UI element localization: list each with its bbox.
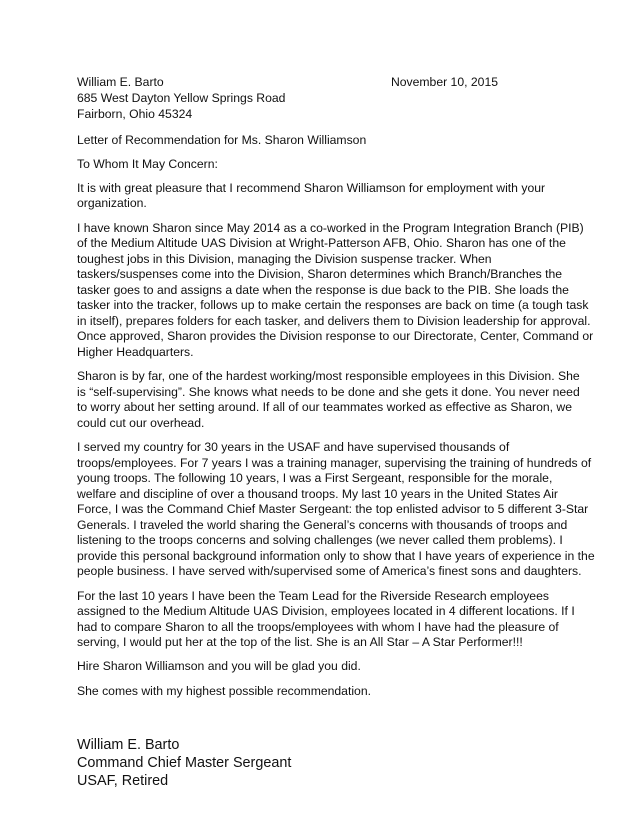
signature-name: William E. Barto [77,737,180,753]
body-line: to worry about her setting around. If all of our teammates worked as effective as Sharon, we [77,400,572,414]
body-line: Higher Headquarters. [77,345,194,359]
sender-street: 685 West Dayton Yellow Springs Road [77,91,286,105]
letter-subject: Letter of Recommendation for Ms. Sharon Williamson [77,133,367,147]
body-line: serving, I would put her at the top of the list. She is an All Star – A Star Performer!!! [77,635,523,649]
body-line: young troops. The following 10 years, I was a First Sergeant, responsible for the morale, [77,471,553,485]
body-line: Generals. I traveled the world sharing the General’s concerns with thousands of troops and [77,518,568,532]
sender-city: Fairborn, Ohio 45324 [77,107,193,121]
body-line: tasker into the tracker, follows up to make certain the responses are back on time (a tough task [77,298,589,312]
body-line: toughest jobs in this Division, managing the Division suspense tracker. When [77,252,492,266]
salutation: To Whom It May Concern: [77,157,218,171]
body-line: welfare and discipline of over a thousand troops. My last 10 years in the United States Air [77,487,558,501]
body-line: For the last 10 years I have been the Team Lead for the Riverside Research employees [77,589,549,603]
signature-org: USAF, Retired [77,773,169,789]
body-line: Sharon is by far, one of the hardest working/most responsible employees in this Division. She [77,369,580,383]
body-line: tasker goes to and assigns a date when the response is due back to the PIB. She loads the [77,283,569,297]
sender-name: William E. Barto [77,75,164,89]
body-line: is “self-supervising”. She knows what needs to be done and she gets it done. You never need [77,385,580,399]
body-line: taskers/suspenses come into the Division, Sharon determines which Branch/Branches the [77,267,563,281]
body-line: people business. I have served with/supervised some of America’s finest sons and daughters. [77,564,582,578]
body-line: had to compare Sharon to all the troops/employees with whom I have had the pleasure of [77,620,559,634]
body-line: listening to the troops concerns and solving challenges (we never called them problems). I [77,533,563,547]
body-line: Force, I was the Command Chief Master Sergeant: the top enlisted advisor to 5 different 3-Star [77,502,589,516]
body-line: assigned to the Medium Altitude UAS Division, employees located in 4 different locations. If I [77,604,575,618]
signature-title: Command Chief Master Sergeant [77,755,292,771]
body-line: Once approved, Sharon provides the Division response to our Directorate, Center, Command or [77,329,594,343]
body-line: of the Medium Altitude UAS Division at Wright-Patterson AFB, Ohio. Sharon has one of the [77,236,566,250]
body-line: organization. [77,196,147,210]
body-line: could cut our overhead. [77,416,205,430]
body-line: I served my country for 30 years in the USAF and have supervised thousands of [77,440,510,454]
body-line: It is with great pleasure that I recommend Sharon Williamson for employment with your [77,181,546,195]
body-line: She comes with my highest possible recommendation. [77,684,371,698]
body-line: I have known Sharon since May 2014 as a co-worked in the Program Integration Branch (PIB) [77,221,584,235]
body-line: Hire Sharon Williamson and you will be glad you did. [77,659,361,673]
body-line: in itself), prepares folders for each tasker, and delivers them to Division leadership for approval. [77,314,591,328]
body-line: troops/employees. For 7 years I was a training manager, supervising the training of hundreds of [77,456,592,470]
body-line: provide this personal background information only to show that I have years of experience in the [77,549,595,563]
letter-date: November 10, 2015 [390,75,498,89]
